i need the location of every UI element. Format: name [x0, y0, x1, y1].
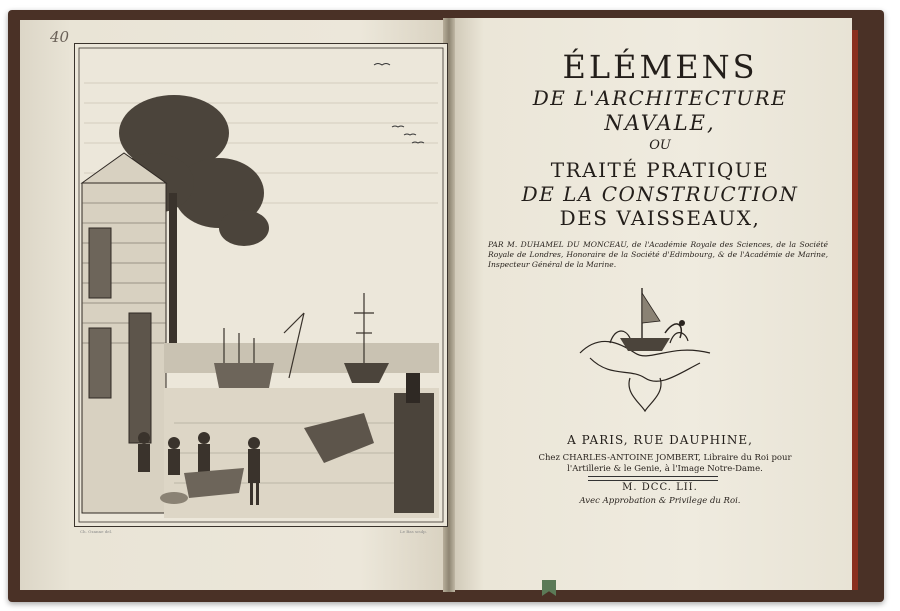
page-edge	[852, 30, 858, 590]
imprint-publisher	[520, 453, 810, 475]
title-line-4: OU	[649, 138, 671, 153]
ship-vignette-ornament	[570, 283, 720, 413]
title-line-1: ÉLÉMENS	[562, 48, 758, 86]
page-number: 40	[50, 28, 70, 46]
engraving-caption-left: Ch. Ozanne del.	[80, 529, 113, 534]
engraving-caption-right: Le Bas sculp.	[400, 529, 427, 534]
title-line-2: DE L'ARCHITECTURE	[532, 86, 788, 110]
publisher-line-2: l'Artillerie & le Genie, à l'Image Notre-Dame.	[567, 464, 763, 474]
imprint-place: A PARIS, RUE DAUPHINE,	[567, 433, 753, 447]
double-rule	[588, 476, 718, 481]
title-line-6: DE LA CONSTRUCTION	[521, 182, 799, 206]
publisher-line-1: Chez CHARLES-ANTOINE JOMBERT, Libraire du Roi pour	[538, 453, 792, 463]
author-credit: PAR M. DUHAMEL DU MONCEAU, de l'Académie Royale des Sciences, de la Société Royale de Londres, Honoraire de la Société d'Edimbourg, & de l'Académie de Marine, Inspecteur Général de la Marine.	[488, 240, 828, 269]
title-line-7: DES VAISSEAUX,	[559, 206, 761, 230]
shipyard-engraving	[74, 43, 448, 527]
title-line-3: NAVALE,	[604, 111, 716, 135]
title-line-5: TRAITÉ PRATIQUE	[550, 158, 770, 182]
privilege-note: Avec Approbation & Privilege du Roi.	[579, 496, 741, 506]
imprint-date: M. DCC. LII.	[622, 482, 698, 493]
